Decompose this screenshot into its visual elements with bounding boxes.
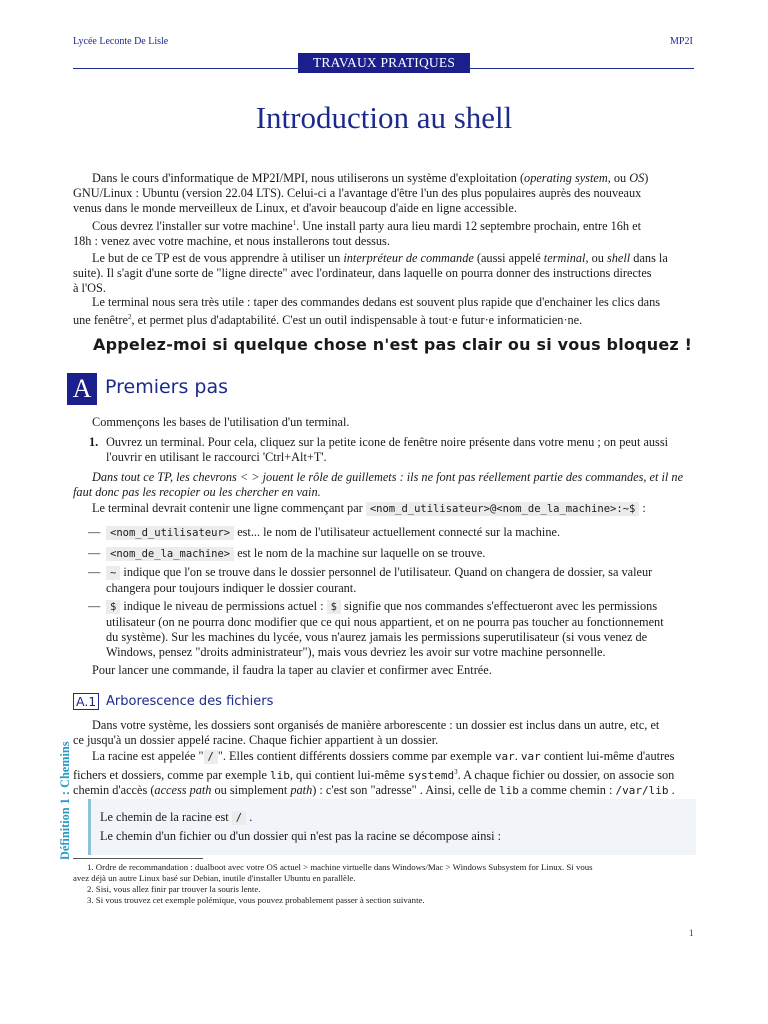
- subsection-title: Arborescence des fichiers: [106, 694, 274, 709]
- launch-text: Pour lancer une commande, il faudra la taper au clavier et confirmer avec Entrée.: [92, 663, 492, 677]
- bullet-dollar: $ indique le niveau de permissions actuel : $ signifie que nos commandes s'effectueront avec les permissions utilisateur (on ne pourra donc modifier que ce qui nous appartient, et on ne pourra pas toucher au fonctionnement du système). Sur les machines du lycée, vous n'aurez jamais les permissions superutilisateur (si vous venez de Windows, pensez "droits administrateur"), mais vous devriez les avoir sur votre machine personnelle.: [106, 599, 664, 659]
- bullet-dash: —: [88, 525, 101, 539]
- intro-paragraph-4: Le terminal nous sera très utile : taper des commandes dedans est souvent plus rapide que d'enchainer les clics dans une fenêtre$^2$, et permet plus d'adaptabilité. C'est un outil indispensable à tout·e futur·e informaticien·ne.: [73, 295, 661, 328]
- tree-paragraph-2: La racine est appelée " / ". Elles contient différents dossiers comme par exemple var. var contient lui-même d'autres fichers et dossiers, comme par exemple lib, qui contient lui-même systemd$^3$. A chaque fichier ou dossier, on associe son chemin d'accès (access path ou simplement path) : c'est son "adresse" . Ainsi, celle de lib a comme chemin : /var/lib .: [73, 749, 675, 798]
- footnote-2: 2. Sisi, vous allez finir par trouver la souris lente.: [87, 884, 261, 894]
- page-number: 1: [689, 928, 694, 938]
- banner-rule-right: [470, 68, 694, 69]
- tree-paragraph-1: Dans votre système, les dossiers sont organisés de manière arborescente : un dossier est inclus dans un autre, etc, et ce jusqu'à un dossier appelé racine. Chaque fichier appartient à un dossier.: [73, 718, 660, 747]
- intro-paragraph-3: Le but de ce TP est de vous apprendre à utiliser un interpréteur de commande (aussi appelé terminal, ou shell dans la suite). Il s'agit d'une sorte de "ligne directe" avec l'ordinateur, dans laquelle on pourra donner des instructions directes à l'OS.: [73, 251, 668, 295]
- section-lead: Commençons les bases de l'utilisation d'un terminal.: [92, 415, 350, 429]
- intro-paragraph-1: Dans le cours d'informatique de MP2I/MPI, nous utiliserons un système d'exploitation (operating system, ou OS) GNU/Linux : Ubuntu (version 22.04 LTS). Celui-ci a l'avantage d'être l'un des plus populaires auprès des nouveaux venus dans le monde merveilleux de Linux, et d'avoir beaucoup d'aide en ligne accessible.: [73, 171, 649, 215]
- definition-content: Le chemin de la racine est / . Le chemin d'un fichier ou d'un dossier qui n'est pas la racine se décompose ainsi :: [100, 810, 502, 843]
- bullet-username: <nom_d_utilisateur> est... le nom de l'utilisateur actuellement connecté sur la machine.: [106, 525, 560, 541]
- definition-side-label: Définition 1 : Chemins: [58, 741, 72, 860]
- header-school: Lycée Leconte De Lisle: [73, 36, 169, 47]
- prompt-intro: Le terminal devrait contenir une ligne commençant par <nom_d_utilisateur>@<nom_de_la_machine>:~$ :: [92, 501, 646, 515]
- footnote-1: 1. Ordre de recommandation : dualboot avec votre OS actuel > machine virtuelle dans Windows/Mac > Windows Subsystem for Linux. Si vous avez déjà un autre Linux basé sur Debian, inutile d'installer Ubuntu en parallèle.: [73, 862, 593, 883]
- footnote-rule: [73, 858, 203, 859]
- intro-paragraph-2: Cous devrez l'installer sur votre machine$^1$. Une install party aura lieu mardi 12 septembre prochain, entre 16h et 18h : venez avec votre machine, et nous installerons tout dessus.: [73, 219, 642, 249]
- list-item-1: Ouvrez un terminal. Pour cela, cliquez sur la petite icone de fenêtre noire présente dans votre menu ; on peut aussi l'ouvrir en utilisant le raccourci 'Ctrl+Alt+T'.: [106, 435, 669, 464]
- bullet-machine: <nom_de_la_machine> est le nom de la machine sur laquelle on se trouve.: [106, 546, 485, 562]
- bullet-dash: —: [88, 565, 101, 579]
- bullet-tilde: ~ indique que l'on se trouve dans le dossier personnel de l'utilisateur. Quand on changera de dossier, sa valeur changera pour toujours indiquer le dossier courant.: [106, 565, 653, 595]
- list-item-number: 1.: [89, 435, 99, 449]
- note-chevrons: Dans tout ce TP, les chevrons < > jouent le rôle de guillemets : ils ne font pas réellement partie des commandes, et il ne faut donc pas les recopier ou les chercher en vain.: [73, 470, 684, 499]
- section-banner: TRAVAUX PRATIQUES: [298, 53, 470, 73]
- section-title: Premiers pas: [105, 376, 229, 398]
- prompt-code: <nom_d_utilisateur>@<nom_de_la_machine>:~$: [366, 502, 640, 516]
- bullet-dash: —: [88, 599, 101, 613]
- section-letter-badge: A: [67, 373, 97, 405]
- subsection-number: A.1: [73, 693, 99, 710]
- header-class: MP2I: [670, 36, 693, 47]
- footnote-3: 3. Si vous trouvez cet exemple polémique, vous pouvez probablement passer à section suivante.: [87, 895, 425, 905]
- banner-rule-left: [73, 68, 298, 69]
- bullet-dash: —: [88, 546, 101, 560]
- callout-text: Appelez-moi si quelque chose n'est pas clair ou si vous bloquez !: [93, 335, 693, 354]
- page-title: Introduction au shell: [255, 100, 513, 135]
